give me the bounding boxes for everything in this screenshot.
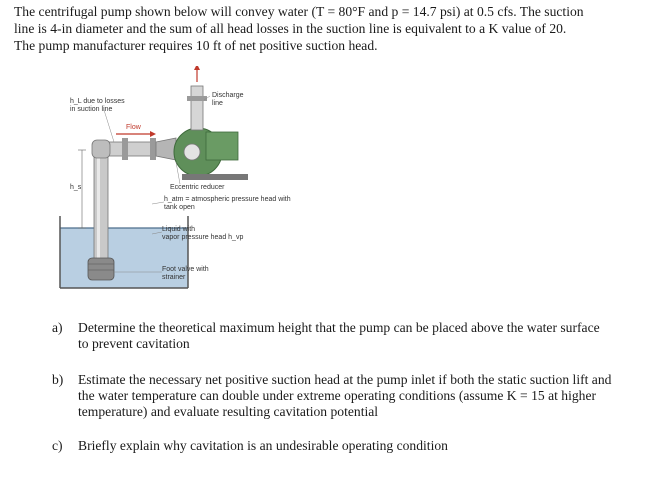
discharge-flange <box>187 96 207 101</box>
pipe-flange-2 <box>150 138 156 160</box>
question-line: to prevent cavitation <box>78 336 190 351</box>
question-line: Briefly explain why cavitation is an undesirable operating condition <box>78 438 448 453</box>
pump-motor <box>206 132 238 160</box>
discharge-pipe <box>191 86 203 130</box>
head-loss-label: h_L due to losses in suction line <box>70 98 125 113</box>
question-line: Estimate the necessary net positive suction head at the pump inlet if both the static suction lift and <box>78 372 612 387</box>
pump-diagram <box>52 66 302 306</box>
atm-label: h_atm = atmospheric pressure head with tank open <box>164 196 291 211</box>
head-loss-leader <box>104 110 114 142</box>
question-letter: c) <box>52 438 63 453</box>
pump-base <box>182 174 248 180</box>
eccentric-reducer <box>156 138 176 160</box>
problem-statement <box>14 3 654 54</box>
flow-arrow-head <box>150 131 156 137</box>
suction-elbow <box>92 140 110 158</box>
pump-eye <box>184 144 200 160</box>
reducer-label: Eccentric reducer <box>170 184 225 191</box>
question-line: temperature) and evaluate resulting cavitation potential <box>78 404 379 419</box>
foot-valve-label: Foot valve with strainer <box>162 266 209 281</box>
question-b <box>52 372 656 420</box>
question-line: the water temperature can double under extreme operating conditions (assume K = 15 at higher <box>78 388 597 403</box>
question-letter: b) <box>52 372 64 387</box>
problem-line-2: line is 4-in diameter and the sum of all head losses in the suction line is equivalent to a K value of 20. <box>14 21 567 36</box>
question-a <box>52 320 656 352</box>
foot-valve <box>88 258 114 280</box>
problem-line-1: The centrifugal pump shown below will convey water (T = 80°F and p = 14.7 psi) at 0.5 cfs. The suction <box>14 4 584 19</box>
problem-line-3: The pump manufacturer requires 10 ft of net positive suction head. <box>14 38 378 53</box>
suction-pipe <box>94 150 108 260</box>
discharge-arrow-head <box>194 66 200 70</box>
question-c <box>52 438 656 454</box>
question-line: Determine the theoretical maximum height that the pump can be placed above the water surface <box>78 320 600 335</box>
question-letter: a) <box>52 320 63 335</box>
flow-label: Flow <box>126 124 141 131</box>
suction-pipe-shine <box>97 150 100 260</box>
pipe-flange-1 <box>122 138 128 160</box>
hs-label: h_s <box>70 184 82 191</box>
atm-leader <box>152 202 164 204</box>
discharge-label: Discharge line <box>212 92 244 107</box>
liquid-label: Liquid with vapor pressure head h_vp <box>162 226 244 241</box>
